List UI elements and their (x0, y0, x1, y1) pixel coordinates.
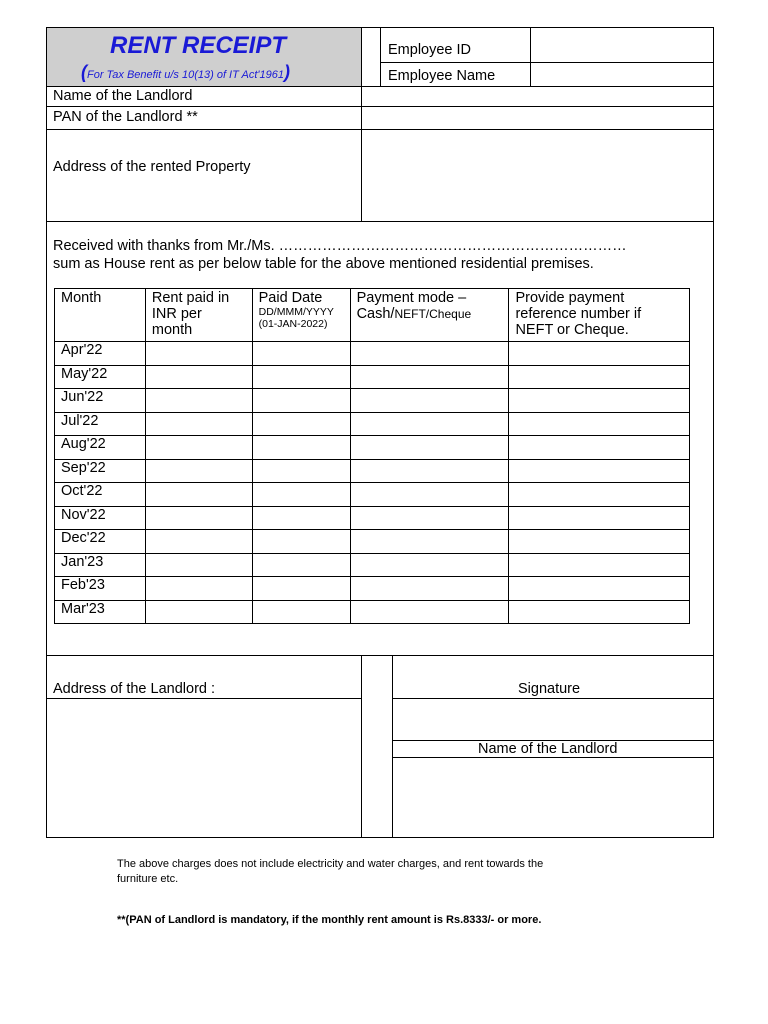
reference-cell[interactable] (509, 365, 690, 389)
landlord-name-label: Name of the Landlord (53, 88, 193, 104)
property-address-field[interactable] (362, 130, 713, 221)
divider (380, 27, 381, 86)
charges-note-line-2: furniture etc. (117, 873, 179, 885)
payment-mode-cell[interactable] (350, 506, 509, 530)
payment-mode-cell[interactable] (350, 483, 509, 507)
employee-name-field[interactable] (531, 63, 713, 86)
header-payment-mode-cash: Cash/ (356, 306, 395, 322)
month-cell: Feb'23 (55, 577, 146, 601)
reference-cell[interactable] (509, 506, 690, 530)
month-cell: Jan'23 (55, 553, 146, 577)
payment-mode-cell[interactable] (350, 389, 509, 413)
divider (46, 221, 714, 222)
landlord-address-label: Address of the Landlord : (53, 681, 216, 697)
payment-mode-cell[interactable] (350, 577, 509, 601)
payment-mode-cell[interactable] (350, 459, 509, 483)
header-paid-date-label: Paid Date (258, 290, 323, 306)
header-reference: Provide payment reference number if NEFT or Cheque. (509, 289, 690, 342)
month-cell: Mar'23 (55, 600, 146, 624)
reference-cell[interactable] (509, 459, 690, 483)
landlord-pan-field[interactable] (362, 107, 713, 129)
table-row (55, 342, 690, 366)
table-row (55, 459, 690, 483)
rent-cell[interactable] (145, 436, 252, 460)
pan-note: **(PAN of Landlord is mandatory, if the monthly rent amount is Rs.8333/- or more. (117, 914, 542, 926)
rent-table (54, 288, 690, 624)
table-row (55, 577, 690, 601)
employee-id-label: Employee ID (388, 42, 472, 58)
header-paid-date-example: (01-JAN-2022) (258, 318, 328, 330)
table-row (55, 553, 690, 577)
property-address-label: Address of the rented Property (53, 159, 251, 175)
month-cell: Nov'22 (55, 506, 146, 530)
header-paid-date (252, 289, 350, 342)
rent-cell[interactable] (145, 459, 252, 483)
payment-mode-cell[interactable] (350, 342, 509, 366)
landlord-pan-label: PAN of the Landlord ** (53, 109, 198, 125)
paid-date-cell[interactable] (252, 577, 350, 601)
table-row (55, 436, 690, 460)
month-cell: May'22 (55, 365, 146, 389)
reference-cell[interactable] (509, 553, 690, 577)
reference-cell[interactable] (509, 577, 690, 601)
month-cell: Oct'22 (55, 483, 146, 507)
subtitle-text: For Tax Benefit u/s 10(13) of IT Act'1961 (87, 69, 284, 81)
table-header-row (55, 289, 690, 342)
landlord-name-footer-label: Name of the Landlord (478, 741, 618, 757)
signature-field[interactable] (393, 699, 713, 740)
header-payment-mode-rest: NEFT/Cheque (394, 307, 472, 321)
reference-cell[interactable] (509, 342, 690, 366)
received-line-2: sum as House rent as per below table for the above mentioned residential premises. (53, 256, 594, 272)
reference-cell[interactable] (509, 389, 690, 413)
rent-cell[interactable] (145, 530, 252, 554)
paid-date-cell[interactable] (252, 483, 350, 507)
rent-cell[interactable] (145, 412, 252, 436)
rent-cell[interactable] (145, 342, 252, 366)
paid-date-cell[interactable] (252, 436, 350, 460)
header-rent: Rent paid in INR per month (145, 289, 252, 342)
header-month: Month (55, 289, 146, 342)
rent-cell[interactable] (145, 483, 252, 507)
header-payment-mode-label: Payment mode – (356, 290, 467, 306)
month-cell: Jun'22 (55, 389, 146, 413)
table-row (55, 365, 690, 389)
landlord-name-field[interactable] (362, 87, 713, 106)
payment-mode-cell[interactable] (350, 365, 509, 389)
payment-mode-cell[interactable] (350, 553, 509, 577)
reference-cell[interactable] (509, 412, 690, 436)
payment-mode-cell[interactable] (350, 436, 509, 460)
reference-cell[interactable] (509, 436, 690, 460)
employee-id-field[interactable] (531, 28, 713, 62)
charges-note-line-1: The above charges does not include electricity and water charges, and rent towards the (117, 858, 544, 870)
charges-note (117, 857, 677, 887)
received-line-1: Received with thanks from Mr./Ms. ……………………………………………………………… (53, 238, 627, 254)
paid-date-cell[interactable] (252, 553, 350, 577)
paid-date-cell[interactable] (252, 365, 350, 389)
payment-mode-cell[interactable] (350, 530, 509, 554)
reference-cell[interactable] (509, 600, 690, 624)
paid-date-cell[interactable] (252, 530, 350, 554)
month-cell: Apr'22 (55, 342, 146, 366)
paid-date-cell[interactable] (252, 342, 350, 366)
employee-name-label: Employee Name (388, 68, 496, 84)
landlord-address-field[interactable] (47, 699, 361, 837)
rent-cell[interactable] (145, 365, 252, 389)
rent-cell[interactable] (145, 577, 252, 601)
subtitle-open-paren: ( (81, 62, 87, 82)
table-row (55, 600, 690, 624)
header-paid-date-format: DD/MMM/YYYY (258, 306, 334, 318)
paid-date-cell[interactable] (252, 600, 350, 624)
payment-mode-cell[interactable] (350, 412, 509, 436)
rent-cell[interactable] (145, 553, 252, 577)
month-cell: Sep'22 (55, 459, 146, 483)
rent-cell[interactable] (145, 389, 252, 413)
page-title: RENT RECEIPT (110, 32, 287, 59)
divider (46, 655, 714, 656)
paid-date-cell[interactable] (252, 412, 350, 436)
table-row (55, 483, 690, 507)
table-row (55, 530, 690, 554)
paid-date-cell[interactable] (252, 389, 350, 413)
payment-mode-cell[interactable] (350, 600, 509, 624)
paid-date-cell[interactable] (252, 459, 350, 483)
table-row (55, 506, 690, 530)
subtitle-close-paren: ) (283, 62, 290, 82)
month-cell: Dec'22 (55, 530, 146, 554)
rent-cell[interactable] (145, 600, 252, 624)
landlord-name-footer-field[interactable] (393, 758, 713, 837)
header-payment-mode (350, 289, 509, 342)
table-row (55, 389, 690, 413)
month-cell: Jul'22 (55, 412, 146, 436)
signature-label: Signature (518, 681, 581, 697)
page-subtitle (81, 62, 290, 83)
reference-cell[interactable] (509, 483, 690, 507)
month-cell: Aug'22 (55, 436, 146, 460)
reference-cell[interactable] (509, 530, 690, 554)
divider (361, 655, 362, 838)
table-row (55, 412, 690, 436)
rent-cell[interactable] (145, 506, 252, 530)
paid-date-cell[interactable] (252, 506, 350, 530)
